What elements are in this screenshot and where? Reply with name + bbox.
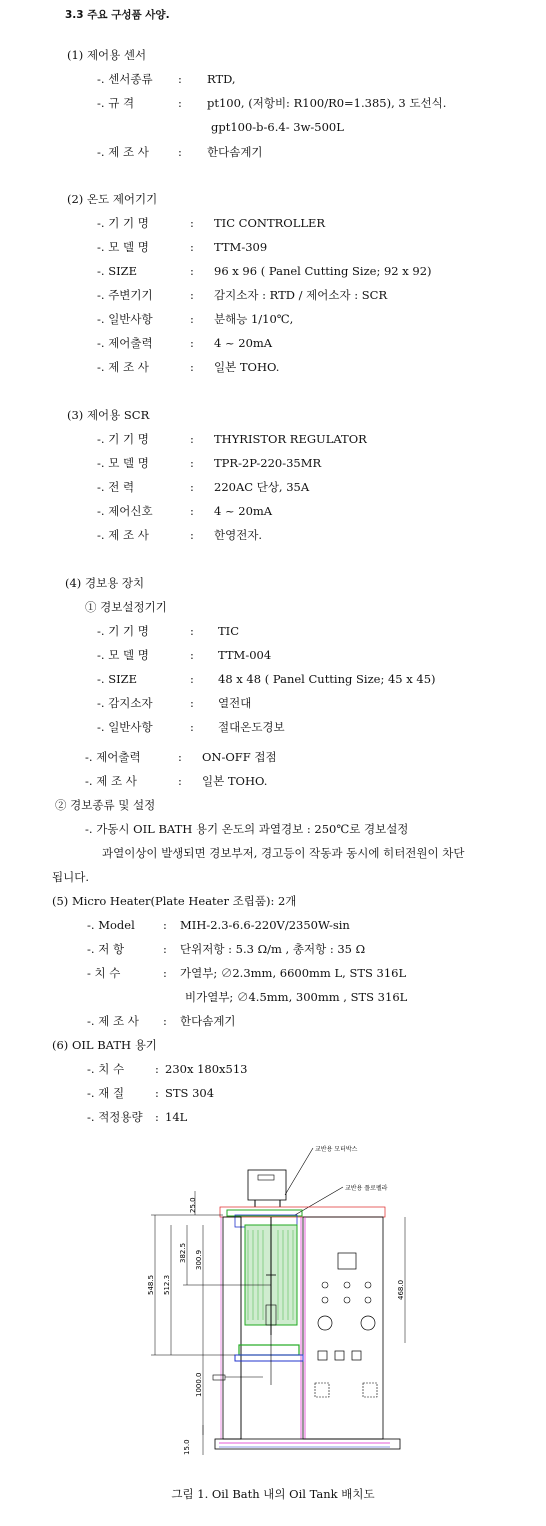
s2-key-1: -. 모 델 명	[97, 240, 149, 254]
colon: :	[190, 288, 194, 302]
s3-key-0: -. 기 기 명	[97, 432, 149, 446]
s2-val-0: TIC CONTROLLER	[214, 216, 326, 230]
s3-val-0: THYRISTOR REGULATOR	[214, 432, 367, 446]
figure-caption: 그림 1. Oil Bath 내의 Oil Tank 배치도	[171, 1487, 375, 1501]
dim-548: 548.5	[147, 1274, 155, 1295]
colon: :	[190, 528, 194, 542]
s4b-key-0: -. 제어출력	[85, 750, 141, 764]
s3-key-4: -. 제 조 사	[97, 528, 149, 542]
s5-key-2: - 치 수	[87, 966, 121, 980]
s4-sub1: ① 경보설정기기	[85, 600, 167, 614]
s1-title: (1) 제어용 센서	[67, 48, 147, 62]
s2-key-2: -. SIZE	[97, 264, 138, 278]
colon: :	[190, 720, 194, 734]
s6-title: (6) OIL BATH 용기	[52, 1038, 157, 1052]
s1-val-3: 한다솜계기	[207, 145, 263, 159]
dim-512: 512.3	[163, 1274, 171, 1295]
dim-382: 382.5	[179, 1242, 187, 1263]
colon: :	[190, 360, 194, 374]
s4-sub2: ② 경보종류 및 설정	[55, 798, 156, 812]
s2-val-1: TTM-309	[214, 240, 268, 254]
colon: :	[155, 1086, 159, 1100]
colon: :	[190, 432, 194, 446]
s1-key-1: -. 규 격	[97, 96, 135, 110]
colon: :	[190, 264, 194, 278]
label-motor-box: 교반용 모터박스	[315, 1146, 358, 1153]
s4-alarm-line: -. 가동시 OIL BATH 용기 온도의 과열경보 : 250℃로 경보설정	[85, 822, 409, 836]
s3-val-4: 한영전자.	[214, 528, 263, 542]
s6-val-2: 14L	[165, 1110, 188, 1124]
s2-key-5: -. 제어출력	[97, 336, 153, 350]
s2-val-5: 4 ~ 20mA	[214, 336, 273, 350]
label-propeller: 교반용 플로펠라	[345, 1185, 388, 1192]
s6-val-1: STS 304	[165, 1086, 215, 1100]
s2-key-3: -. 주변기기	[97, 288, 153, 302]
colon: :	[178, 145, 182, 159]
s2-key-0: -. 기 기 명	[97, 216, 149, 230]
s1-key-3: -. 제 조 사	[97, 145, 149, 159]
s3-title: (3) 제어용 SCR	[67, 408, 150, 422]
colon: :	[178, 72, 182, 86]
s4-val-3: 열전대	[218, 696, 252, 710]
colon: :	[190, 648, 194, 662]
s2-val-6: 일본 TOHO.	[214, 360, 280, 374]
s5-val-3: 비가열부; ∅4.5mm, 300mm , STS 316L	[185, 990, 408, 1004]
s4b-val-0: ON-OFF 접점	[202, 750, 277, 764]
s3-key-2: -. 전 력	[97, 480, 135, 494]
s5-key-0: -. Model	[87, 918, 135, 932]
colon: :	[155, 1062, 159, 1076]
colon: :	[190, 624, 194, 638]
colon: :	[178, 774, 182, 788]
colon: :	[190, 672, 194, 686]
colon: :	[190, 456, 194, 470]
colon: :	[178, 750, 182, 764]
colon: :	[163, 918, 167, 932]
s5-key-1: -. 저 항	[87, 942, 125, 956]
colon: :	[178, 96, 182, 110]
s4-key-4: -. 일반사항	[97, 720, 153, 734]
s4-alarm-para1: 과열이상이 발생되면 경보부저, 경고등이 작동과 동시에 히터전원이 차단	[102, 846, 465, 860]
colon: :	[163, 966, 167, 980]
s4-key-0: -. 기 기 명	[97, 624, 149, 638]
s5-val-4: 한다솜계기	[180, 1014, 236, 1028]
s5-val-1: 단위저항 : 5.3 Ω/m , 총저항 : 35 Ω	[180, 942, 366, 956]
colon: :	[155, 1110, 159, 1124]
s4b-key-1: -. 제 조 사	[85, 774, 137, 788]
s6-key-2: -. 적정용량	[87, 1110, 143, 1124]
s4-title: (4) 경보용 장치	[65, 576, 145, 590]
s1-val-0: RTD,	[207, 72, 236, 86]
s4-val-0: TIC	[218, 624, 240, 638]
dim-1000: 1000.0	[195, 1372, 203, 1397]
s2-key-6: -. 제 조 사	[97, 360, 149, 374]
s6-val-0: 230x 180x513	[165, 1062, 248, 1076]
s1-val-2: gpt100-b-6.4- 3w-500L	[211, 120, 344, 134]
s1-key-0: -. 센서종류	[97, 72, 153, 86]
dim-300: 300.9	[195, 1249, 203, 1270]
s4-key-3: -. 감지소자	[97, 696, 153, 710]
s4-val-2: 48 x 48 ( Panel Cutting Size; 45 x 45)	[218, 672, 436, 686]
s3-key-3: -. 제어신호	[97, 504, 153, 518]
colon: :	[163, 1014, 167, 1028]
s5-title: (5) Micro Heater(Plate Heater 조립품): 2개	[52, 894, 297, 908]
dim-15: 15.0	[183, 1439, 191, 1455]
s2-val-4: 분해능 1/10℃,	[214, 312, 294, 326]
colon: :	[190, 696, 194, 710]
section-title: 3.3 주요 구성품 사양.	[65, 9, 170, 21]
s4-key-1: -. 모 델 명	[97, 648, 149, 662]
s5-val-0: MIH-2.3-6.6-220V/2350W-sin	[180, 918, 350, 932]
s3-val-3: 4 ~ 20mA	[214, 504, 273, 518]
s4b-val-1: 일본 TOHO.	[202, 774, 268, 788]
s4-val-4: 절대온도경보	[218, 720, 285, 734]
colon: :	[190, 312, 194, 326]
s3-val-2: 220AC 단상, 35A	[214, 480, 310, 494]
s2-val-2: 96 x 96 ( Panel Cutting Size; 92 x 92)	[214, 264, 432, 278]
colon: :	[190, 216, 194, 230]
s6-key-1: -. 재 질	[87, 1086, 125, 1100]
colon: :	[190, 480, 194, 494]
dim-25: 25.0	[189, 1197, 197, 1213]
s3-key-1: -. 모 델 명	[97, 456, 149, 470]
s4-val-1: TTM-004	[218, 648, 272, 662]
colon: :	[163, 942, 167, 956]
s5-val-2: 가열부; ∅2.3mm, 6600mm L, STS 316L	[180, 966, 407, 980]
s4-key-2: -. SIZE	[97, 672, 138, 686]
colon: :	[190, 240, 194, 254]
colon: :	[190, 336, 194, 350]
s2-key-4: -. 일반사항	[97, 312, 153, 326]
oil-tank-diagram	[135, 1135, 415, 1465]
s6-key-0: -. 치 수	[87, 1062, 125, 1076]
s1-val-1: pt100, (저항비: R100/R0=1.385), 3 도선식.	[207, 96, 447, 110]
colon: :	[190, 504, 194, 518]
s2-title: (2) 온도 제어기기	[67, 192, 158, 206]
dim-468: 468.0	[397, 1279, 405, 1300]
s2-val-3: 감지소자 : RTD / 제어소자 : SCR	[214, 288, 388, 302]
s5-key-4: -. 제 조 사	[87, 1014, 139, 1028]
s4-alarm-para2: 됩니다.	[52, 870, 89, 884]
s3-val-1: TPR-2P-220-35MR	[214, 456, 322, 470]
